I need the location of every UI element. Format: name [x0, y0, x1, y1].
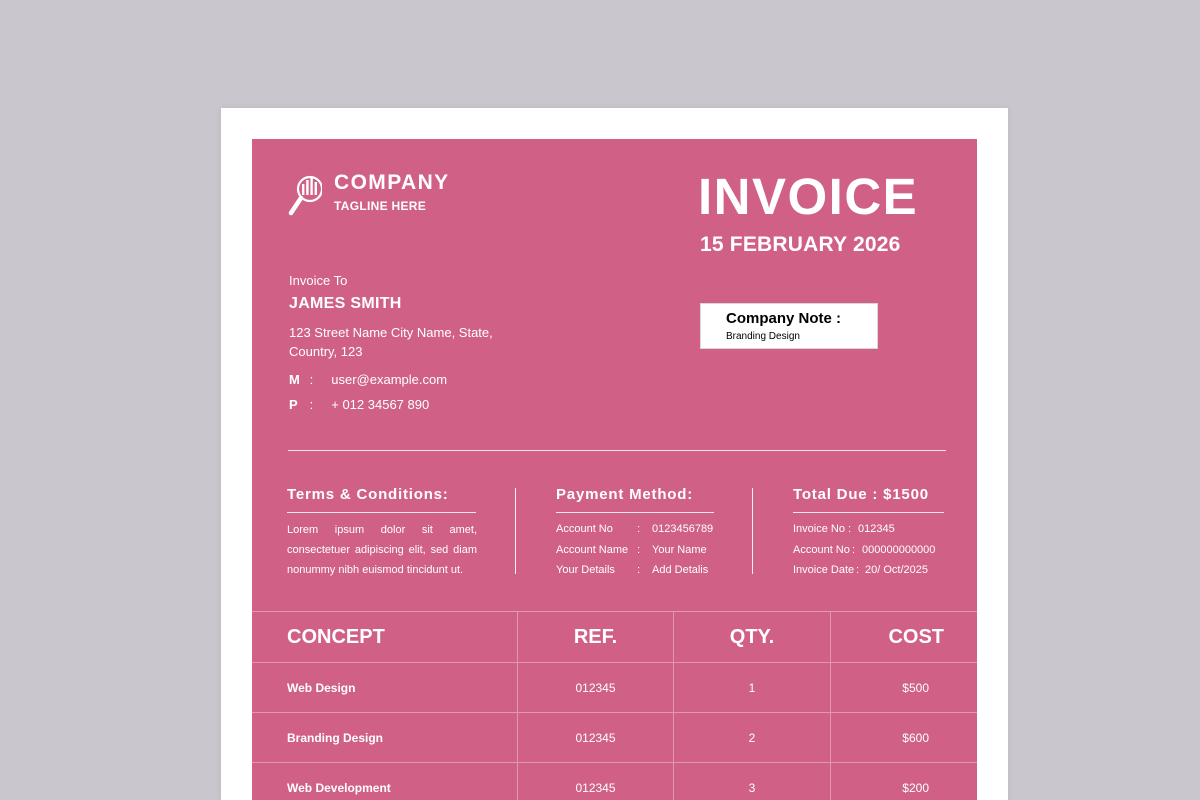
- line-items-table: [252, 611, 977, 800]
- header-ref: REF.: [518, 612, 674, 662]
- invoice-to-label: Invoice To: [289, 273, 348, 288]
- payment-value: 0123456789: [652, 523, 714, 535]
- row-qty: 2: [674, 713, 831, 762]
- payment-row: [556, 544, 707, 556]
- invoice-date: 15 FEBRUARY 2026: [700, 233, 901, 256]
- row-ref: 012345: [518, 713, 674, 762]
- table-row: [252, 763, 977, 800]
- payment-method-title: Payment Method:: [556, 486, 694, 503]
- magnifier-bars-icon: [288, 172, 322, 222]
- total-row: [793, 544, 935, 556]
- total-row: [793, 523, 895, 535]
- column-divider: [752, 488, 753, 574]
- phone-separator: :: [309, 397, 314, 412]
- total-separator: :: [852, 544, 856, 556]
- payment-separator: :: [637, 523, 641, 535]
- company-tagline: TAGLINE HERE: [334, 199, 427, 213]
- terms-title: Terms & Conditions:: [287, 486, 449, 503]
- row-ref: 012345: [518, 663, 674, 712]
- column-divider: [515, 488, 516, 574]
- header-qty: QTY.: [674, 612, 831, 662]
- contact-phone-row: [289, 397, 429, 412]
- total-separator: :: [848, 523, 852, 535]
- company-note-box: [700, 303, 878, 349]
- client-phone: + 012 34567 890: [331, 397, 430, 412]
- row-concept: Web Design: [252, 663, 518, 712]
- header-cost: COST: [888, 625, 944, 648]
- row-qty: 1: [674, 663, 831, 712]
- total-key: Invoice No: [793, 523, 845, 535]
- payment-separator: :: [637, 564, 641, 576]
- total-row: [793, 564, 928, 576]
- payment-separator: :: [637, 544, 641, 556]
- payment-value: Your Name: [652, 544, 707, 556]
- terms-underline: [287, 512, 476, 513]
- invoice-sheet: [252, 139, 977, 800]
- total-key: Invoice Date: [793, 564, 855, 576]
- terms-text: Lorem ipsum dolor sit amet, consectetuer adipiscing elit, sed diam nonummy nibh euismod tincidunt ut.: [287, 524, 477, 576]
- header-concept: CONCEPT: [252, 612, 518, 662]
- total-separator: :: [856, 564, 860, 576]
- total-underline: [793, 512, 944, 513]
- payment-value: Add Detalis: [652, 564, 709, 576]
- payment-key: Your Details: [556, 564, 615, 576]
- row-ref: 012345: [518, 763, 674, 800]
- row-concept: Branding Design: [252, 713, 518, 762]
- total-value: 000000000000: [862, 544, 936, 556]
- company-note-title: Company Note :: [726, 310, 842, 327]
- table-row: [252, 663, 977, 713]
- payment-underline: [556, 512, 714, 513]
- payment-row: [556, 564, 708, 576]
- payment-key: Account Name: [556, 544, 629, 556]
- company-note-text: Branding Design: [726, 331, 800, 342]
- table-header: [252, 612, 977, 663]
- row-cost: $500: [902, 680, 929, 695]
- row-concept: Web Development: [252, 763, 518, 800]
- client-email: user@example.com: [331, 372, 448, 387]
- client-name: JAMES SMITH: [289, 295, 402, 312]
- contact-email-row: [289, 372, 447, 387]
- email-key: M: [289, 372, 300, 387]
- phone-key: P: [289, 397, 298, 412]
- total-due-title: Total Due : $1500: [793, 486, 929, 503]
- row-qty: 3: [674, 763, 831, 800]
- table-row: [252, 713, 977, 763]
- row-cost: $600: [902, 730, 929, 745]
- payment-row: [556, 523, 713, 535]
- client-address: 123 Street Name City Name, State, Country, 123: [289, 325, 493, 359]
- company-name: COMPANY: [334, 171, 450, 194]
- total-value: 20/ Oct/2025: [865, 564, 928, 576]
- email-separator: :: [309, 372, 314, 387]
- row-cost: $200: [902, 780, 929, 795]
- total-value: 012345: [858, 523, 895, 535]
- total-key: Account No: [793, 544, 850, 556]
- section-divider: [288, 450, 946, 451]
- invoice-title: INVOICE: [698, 168, 919, 225]
- payment-key: Account No: [556, 523, 613, 535]
